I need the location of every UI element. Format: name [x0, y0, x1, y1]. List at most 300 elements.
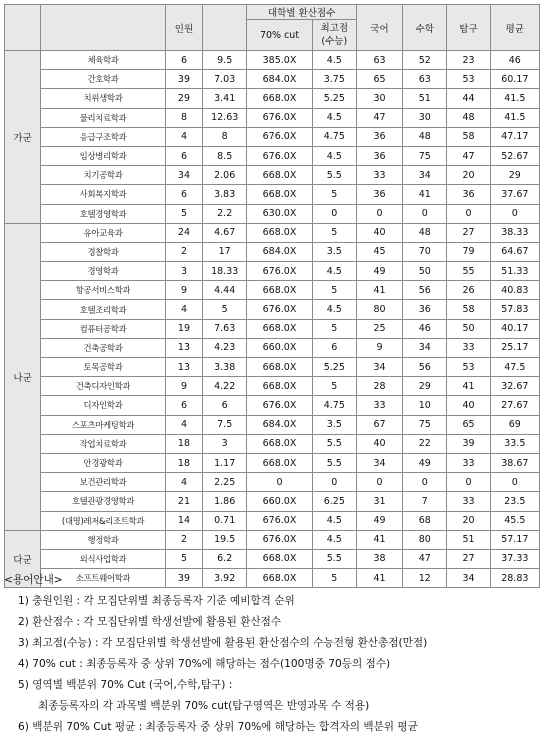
korean-cell: 67 — [356, 415, 402, 434]
group-label: 가군 — [5, 51, 41, 224]
count-cell: 29 — [165, 89, 202, 108]
cut70-cell: 668.0X — [247, 569, 312, 588]
math-cell: 75 — [403, 415, 447, 434]
inquiry-cell: 50 — [447, 319, 490, 338]
dept-cell: 사회복지학과 — [41, 185, 166, 204]
max-cell: 5.5 — [312, 453, 356, 472]
math-cell: 30 — [403, 108, 447, 127]
korean-cell: 40 — [356, 223, 402, 242]
inquiry-cell: 41 — [447, 377, 490, 396]
table-row — [5, 204, 540, 223]
inquiry-cell: 39 — [447, 434, 490, 453]
dept-cell: 임상병리학과 — [41, 146, 166, 165]
average-cell: 37.67 — [490, 185, 539, 204]
inquiry-cell: 23 — [447, 51, 490, 70]
max-cell: 5 — [312, 319, 356, 338]
table-row — [5, 319, 540, 338]
rank-cell: 2.2 — [203, 204, 247, 223]
dept-cell: 호텔조리학과 — [41, 300, 166, 319]
header-score-group: 대학별 환산점수 — [247, 5, 357, 20]
rank-cell: 17 — [203, 242, 247, 261]
rank-cell: 4.22 — [203, 377, 247, 396]
average-cell: 28.83 — [490, 569, 539, 588]
table-row — [5, 223, 540, 242]
math-cell: 56 — [403, 281, 447, 300]
korean-cell: 63 — [356, 51, 402, 70]
max-cell: 4.5 — [312, 300, 356, 319]
count-cell: 6 — [165, 51, 202, 70]
table-row — [5, 166, 540, 185]
header-count: 인원 — [165, 5, 202, 51]
korean-cell: 47 — [356, 108, 402, 127]
dept-cell: 경영학과 — [41, 262, 166, 281]
table-row — [5, 108, 540, 127]
table-row — [5, 70, 540, 89]
rank-cell: 3.83 — [203, 185, 247, 204]
math-cell: 50 — [403, 262, 447, 281]
cut70-cell: 668.0X — [247, 223, 312, 242]
cut70-cell: 668.0X — [247, 434, 312, 453]
math-cell: 49 — [403, 453, 447, 472]
count-cell: 39 — [165, 569, 202, 588]
average-cell: 0 — [490, 204, 539, 223]
max-cell: 4.5 — [312, 262, 356, 281]
rank-cell: 12.63 — [203, 108, 247, 127]
inquiry-cell: 33 — [447, 492, 490, 511]
dept-cell: 경찰학과 — [41, 242, 166, 261]
inquiry-cell: 44 — [447, 89, 490, 108]
average-cell: 47.17 — [490, 127, 539, 146]
cut70-cell: 668.0X — [247, 549, 312, 568]
header-rank-blank — [203, 5, 247, 51]
glossary-item: 3) 최고점(수능) : 각 모집단위별 학생선발에 활용된 환산점수의 수능전형 환산총점(만점) — [18, 637, 428, 649]
average-cell: 32.67 — [490, 377, 539, 396]
cut70-cell: 660.0X — [247, 338, 312, 357]
dept-cell: (대명)레저&리조트학과 — [41, 511, 166, 530]
max-cell: 6.25 — [312, 492, 356, 511]
cut70-cell: 684.0X — [247, 415, 312, 434]
korean-cell: 31 — [356, 492, 402, 511]
average-cell: 52.67 — [490, 146, 539, 165]
inquiry-cell: 48 — [447, 108, 490, 127]
rank-cell: 6.2 — [203, 549, 247, 568]
korean-cell: 41 — [356, 569, 402, 588]
inquiry-cell: 53 — [447, 70, 490, 89]
max-cell: 5.5 — [312, 166, 356, 185]
glossary-item: 1) 충원인원 : 각 모집단위별 최종등록자 기준 예비합격 순위 — [18, 595, 295, 607]
korean-cell: 28 — [356, 377, 402, 396]
inquiry-cell: 47 — [447, 146, 490, 165]
cut70-cell: 630.0X — [247, 204, 312, 223]
math-cell: 7 — [403, 492, 447, 511]
cut70-cell: 668.0X — [247, 319, 312, 338]
dept-cell: 소프트웨어학과 — [41, 569, 166, 588]
math-cell: 22 — [403, 434, 447, 453]
korean-cell: 34 — [356, 358, 402, 377]
math-cell: 0 — [403, 204, 447, 223]
korean-cell: 33 — [356, 396, 402, 415]
header-inquiry: 탐구 — [447, 5, 490, 51]
inquiry-cell: 20 — [447, 511, 490, 530]
count-cell: 4 — [165, 473, 202, 492]
table-row — [5, 549, 540, 568]
table-row — [5, 89, 540, 108]
rank-cell: 8.5 — [203, 146, 247, 165]
glossary-item: 4) 70% cut : 최종등록자 중 상위 70%에 해당하는 점수(100명중 70등의 점수) — [18, 658, 391, 670]
average-cell: 0 — [490, 473, 539, 492]
table-header — [5, 5, 540, 51]
table-row — [5, 530, 540, 549]
max-cell: 4.5 — [312, 146, 356, 165]
rank-cell: 2.06 — [203, 166, 247, 185]
max-cell: 5 — [312, 569, 356, 588]
max-cell: 6 — [312, 338, 356, 357]
rank-cell: 4.23 — [203, 338, 247, 357]
dept-cell: 치기공학과 — [41, 166, 166, 185]
cut70-cell: 676.0X — [247, 146, 312, 165]
table-row — [5, 262, 540, 281]
dept-cell: 건축공학과 — [41, 338, 166, 357]
count-cell: 39 — [165, 70, 202, 89]
korean-cell: 33 — [356, 166, 402, 185]
max-cell: 5 — [312, 377, 356, 396]
korean-cell: 0 — [356, 204, 402, 223]
header-dept-blank — [41, 5, 166, 51]
math-cell: 29 — [403, 377, 447, 396]
dept-cell: 토목공학과 — [41, 358, 166, 377]
dept-cell: 작업치료학과 — [41, 434, 166, 453]
count-cell: 5 — [165, 549, 202, 568]
average-cell: 27.67 — [490, 396, 539, 415]
table-row — [5, 492, 540, 511]
table-row — [5, 185, 540, 204]
rank-cell: 19.5 — [203, 530, 247, 549]
rank-cell: 7.5 — [203, 415, 247, 434]
rank-cell: 3.41 — [203, 89, 247, 108]
rank-cell: 18.33 — [203, 262, 247, 281]
table-row — [5, 127, 540, 146]
header-average: 평균 — [490, 5, 539, 51]
dept-cell: 행정학과 — [41, 530, 166, 549]
korean-cell: 40 — [356, 434, 402, 453]
count-cell: 18 — [165, 453, 202, 472]
math-cell: 34 — [403, 166, 447, 185]
max-cell: 5.25 — [312, 358, 356, 377]
rank-cell: 3 — [203, 434, 247, 453]
max-cell: 3.5 — [312, 415, 356, 434]
average-cell: 51.33 — [490, 262, 539, 281]
math-cell: 41 — [403, 185, 447, 204]
average-cell: 41.5 — [490, 89, 539, 108]
inquiry-cell: 55 — [447, 262, 490, 281]
math-cell: 46 — [403, 319, 447, 338]
count-cell: 21 — [165, 492, 202, 511]
korean-cell: 49 — [356, 511, 402, 530]
dept-cell: 스포츠마케팅학과 — [41, 415, 166, 434]
count-cell: 8 — [165, 108, 202, 127]
korean-cell: 9 — [356, 338, 402, 357]
math-cell: 0 — [403, 473, 447, 492]
math-cell: 52 — [403, 51, 447, 70]
cut70-cell: 668.0X — [247, 166, 312, 185]
korean-cell: 38 — [356, 549, 402, 568]
cut70-cell: 676.0X — [247, 108, 312, 127]
inquiry-cell: 20 — [447, 166, 490, 185]
inquiry-cell: 40 — [447, 396, 490, 415]
count-cell: 4 — [165, 300, 202, 319]
korean-cell: 45 — [356, 242, 402, 261]
math-cell: 34 — [403, 338, 447, 357]
max-cell: 4.5 — [312, 530, 356, 549]
admissions-table — [4, 4, 540, 588]
korean-cell: 65 — [356, 70, 402, 89]
inquiry-cell: 58 — [447, 300, 490, 319]
cut70-cell: 676.0X — [247, 262, 312, 281]
math-cell: 47 — [403, 549, 447, 568]
inquiry-cell: 0 — [447, 204, 490, 223]
count-cell: 13 — [165, 338, 202, 357]
count-cell: 14 — [165, 511, 202, 530]
rank-cell: 3.38 — [203, 358, 247, 377]
average-cell: 37.33 — [490, 549, 539, 568]
count-cell: 3 — [165, 262, 202, 281]
math-cell: 56 — [403, 358, 447, 377]
inquiry-cell: 34 — [447, 569, 490, 588]
cut70-cell: 676.0X — [247, 511, 312, 530]
max-cell: 4.5 — [312, 511, 356, 530]
max-cell: 0 — [312, 204, 356, 223]
cut70-cell: 660.0X — [247, 492, 312, 511]
math-cell: 80 — [403, 530, 447, 549]
dept-cell: 치위생학과 — [41, 89, 166, 108]
korean-cell: 36 — [356, 127, 402, 146]
table-row — [5, 338, 540, 357]
dept-cell: 항공서비스학과 — [41, 281, 166, 300]
glossary-item: 최종등록자의 각 과목별 백분위 70% cut(탐구영역은 반영과목 수 적용) — [38, 700, 370, 712]
cut70-cell: 676.0X — [247, 396, 312, 415]
table-row — [5, 146, 540, 165]
average-cell: 23.5 — [490, 492, 539, 511]
glossary-item: 5) 영역별 백분위 70% Cut (국어,수학,탐구) : — [18, 679, 233, 691]
table-row — [5, 281, 540, 300]
average-cell: 25.17 — [490, 338, 539, 357]
korean-cell: 80 — [356, 300, 402, 319]
dept-cell: 안경광학과 — [41, 453, 166, 472]
average-cell: 64.67 — [490, 242, 539, 261]
count-cell: 2 — [165, 530, 202, 549]
math-cell: 48 — [403, 127, 447, 146]
max-cell: 5 — [312, 185, 356, 204]
table-row — [5, 396, 540, 415]
korean-cell: 36 — [356, 146, 402, 165]
group-label: 다군 — [5, 530, 41, 588]
table-row — [5, 358, 540, 377]
cut70-cell: 668.0X — [247, 377, 312, 396]
cut70-cell: 676.0X — [247, 300, 312, 319]
rank-cell: 0.71 — [203, 511, 247, 530]
math-cell: 36 — [403, 300, 447, 319]
table-row — [5, 51, 540, 70]
inquiry-cell: 27 — [447, 223, 490, 242]
header-math: 수학 — [403, 5, 447, 51]
header-cut70: 70% cut — [247, 20, 312, 51]
count-cell: 6 — [165, 146, 202, 165]
header-group-blank — [5, 5, 41, 51]
korean-cell: 0 — [356, 473, 402, 492]
average-cell: 57.83 — [490, 300, 539, 319]
glossary-item: 6) 백분위 70% Cut 평균 : 최종등록자 중 상위 70%에 해당하는 합격자의 백분위 평균 — [18, 721, 418, 733]
count-cell: 4 — [165, 415, 202, 434]
max-cell: 4.75 — [312, 396, 356, 415]
math-cell: 75 — [403, 146, 447, 165]
count-cell: 13 — [165, 358, 202, 377]
cut70-cell: 676.0X — [247, 127, 312, 146]
rank-cell: 3.92 — [203, 569, 247, 588]
math-cell: 10 — [403, 396, 447, 415]
header-korean: 국어 — [356, 5, 402, 51]
inquiry-cell: 79 — [447, 242, 490, 261]
max-cell: 5 — [312, 223, 356, 242]
dept-cell: 응급구조학과 — [41, 127, 166, 146]
glossary-title: <용어안내> — [4, 574, 63, 586]
cut70-cell: 668.0X — [247, 185, 312, 204]
cut70-cell: 668.0X — [247, 358, 312, 377]
rank-cell: 8 — [203, 127, 247, 146]
table-row — [5, 242, 540, 261]
average-cell: 40.83 — [490, 281, 539, 300]
max-cell: 3.75 — [312, 70, 356, 89]
count-cell: 9 — [165, 377, 202, 396]
inquiry-cell: 0 — [447, 473, 490, 492]
korean-cell: 30 — [356, 89, 402, 108]
korean-cell: 25 — [356, 319, 402, 338]
table-row — [5, 377, 540, 396]
count-cell: 34 — [165, 166, 202, 185]
rank-cell: 9.5 — [203, 51, 247, 70]
korean-cell: 49 — [356, 262, 402, 281]
max-cell: 3.5 — [312, 242, 356, 261]
inquiry-cell: 58 — [447, 127, 490, 146]
average-cell: 41.5 — [490, 108, 539, 127]
korean-cell: 41 — [356, 281, 402, 300]
average-cell: 33.5 — [490, 434, 539, 453]
rank-cell: 2.25 — [203, 473, 247, 492]
table-body — [5, 51, 540, 588]
count-cell: 18 — [165, 434, 202, 453]
rank-cell: 5 — [203, 300, 247, 319]
cut70-cell: 668.0X — [247, 453, 312, 472]
max-cell: 0 — [312, 473, 356, 492]
max-cell: 4.5 — [312, 108, 356, 127]
max-cell: 5 — [312, 281, 356, 300]
dept-cell: 건축디자인학과 — [41, 377, 166, 396]
rank-cell: 1.86 — [203, 492, 247, 511]
korean-cell: 34 — [356, 453, 402, 472]
rank-cell: 7.03 — [203, 70, 247, 89]
dept-cell: 호텔관광경영학과 — [41, 492, 166, 511]
inquiry-cell: 33 — [447, 453, 490, 472]
inquiry-cell: 51 — [447, 530, 490, 549]
rank-cell: 7.63 — [203, 319, 247, 338]
count-cell: 2 — [165, 242, 202, 261]
header-max: 최고점 (수능) — [312, 20, 356, 51]
table-row — [5, 473, 540, 492]
cut70-cell: 684.0X — [247, 242, 312, 261]
max-cell: 5.5 — [312, 549, 356, 568]
average-cell: 45.5 — [490, 511, 539, 530]
glossary-item: 2) 환산점수 : 각 모집단위별 학생선발에 활용된 환산점수 — [18, 616, 282, 628]
math-cell: 68 — [403, 511, 447, 530]
korean-cell: 36 — [356, 185, 402, 204]
math-cell: 63 — [403, 70, 447, 89]
glossary — [4, 570, 540, 738]
dept-cell: 유아교육과 — [41, 223, 166, 242]
dept-cell: 호텔경영학과 — [41, 204, 166, 223]
dept-cell: 간호학과 — [41, 70, 166, 89]
dept-cell: 디자인학과 — [41, 396, 166, 415]
dept-cell: 체육학과 — [41, 51, 166, 70]
inquiry-cell: 65 — [447, 415, 490, 434]
count-cell: 5 — [165, 204, 202, 223]
count-cell: 6 — [165, 185, 202, 204]
average-cell: 38.67 — [490, 453, 539, 472]
inquiry-cell: 33 — [447, 338, 490, 357]
rank-cell: 1.17 — [203, 453, 247, 472]
max-cell: 5.25 — [312, 89, 356, 108]
count-cell: 24 — [165, 223, 202, 242]
math-cell: 48 — [403, 223, 447, 242]
cut70-cell: 668.0X — [247, 89, 312, 108]
cut70-cell: 684.0X — [247, 70, 312, 89]
count-cell: 9 — [165, 281, 202, 300]
average-cell: 69 — [490, 415, 539, 434]
average-cell: 60.17 — [490, 70, 539, 89]
rank-cell: 6 — [203, 396, 247, 415]
inquiry-cell: 53 — [447, 358, 490, 377]
count-cell: 6 — [165, 396, 202, 415]
table-row — [5, 434, 540, 453]
average-cell: 57.17 — [490, 530, 539, 549]
dept-cell: 보건관리학과 — [41, 473, 166, 492]
max-cell: 4.5 — [312, 51, 356, 70]
table-row — [5, 511, 540, 530]
count-cell: 4 — [165, 127, 202, 146]
cut70-cell: 0 — [247, 473, 312, 492]
math-cell: 70 — [403, 242, 447, 261]
average-cell: 40.17 — [490, 319, 539, 338]
average-cell: 46 — [490, 51, 539, 70]
math-cell: 51 — [403, 89, 447, 108]
rank-cell: 4.44 — [203, 281, 247, 300]
cut70-cell: 676.0X — [247, 530, 312, 549]
dept-cell: 컴퓨터공학과 — [41, 319, 166, 338]
korean-cell: 41 — [356, 530, 402, 549]
dept-cell: 외식사업학과 — [41, 549, 166, 568]
rank-cell: 4.67 — [203, 223, 247, 242]
max-cell: 5.5 — [312, 434, 356, 453]
average-cell: 38.33 — [490, 223, 539, 242]
math-cell: 12 — [403, 569, 447, 588]
table-row — [5, 300, 540, 319]
max-cell: 4.75 — [312, 127, 356, 146]
inquiry-cell: 27 — [447, 549, 490, 568]
table-row — [5, 415, 540, 434]
dept-cell: 물리치료학과 — [41, 108, 166, 127]
inquiry-cell: 26 — [447, 281, 490, 300]
table-row — [5, 453, 540, 472]
cut70-cell: 668.0X — [247, 281, 312, 300]
cut70-cell: 385.0X — [247, 51, 312, 70]
